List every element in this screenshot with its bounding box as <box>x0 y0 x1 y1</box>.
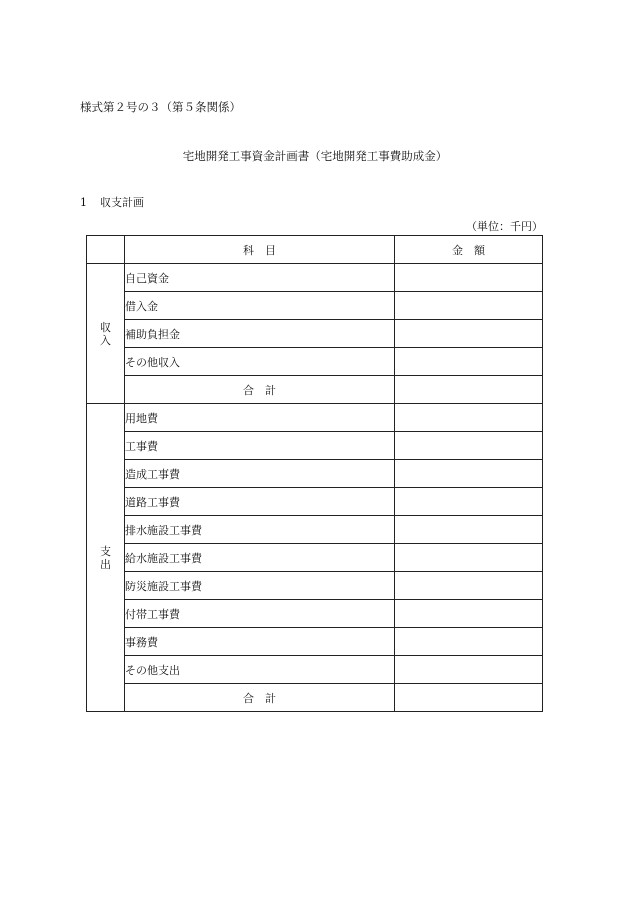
expense-category-cell <box>87 404 125 712</box>
form-number: 様式第２号の３（第５条関係） <box>80 100 241 114</box>
expense-item-land: 用地費 <box>125 404 395 432</box>
table-row <box>87 488 543 516</box>
amount-cell[interactable] <box>395 600 543 628</box>
header-category-blank <box>87 236 125 264</box>
amount-cell[interactable] <box>395 320 543 348</box>
income-category-char: 収 <box>100 320 111 334</box>
amount-cell[interactable] <box>395 544 543 572</box>
income-item-other: その他収入 <box>125 348 395 376</box>
table-row <box>87 404 543 432</box>
table-row <box>87 656 543 684</box>
expense-item-office: 事務費 <box>125 628 395 656</box>
income-item-own-funds: 自己資金 <box>125 264 395 292</box>
table-row <box>87 684 543 712</box>
expense-subitem-road: 道路工事費 <box>125 488 395 516</box>
expense-item-other: その他支出 <box>125 656 395 684</box>
table-row <box>87 348 543 376</box>
table-row <box>87 460 543 488</box>
income-item-subsidy: 補助負担金 <box>125 320 395 348</box>
amount-cell[interactable] <box>395 348 543 376</box>
amount-cell[interactable] <box>395 572 543 600</box>
amount-cell[interactable] <box>395 628 543 656</box>
table-row <box>87 544 543 572</box>
table-row <box>87 432 543 460</box>
table-row <box>87 572 543 600</box>
amount-cell[interactable] <box>395 376 543 404</box>
expense-subitem-incidental: 付帯工事費 <box>125 600 395 628</box>
unit-note: （単位：千円） <box>466 220 543 233</box>
expense-item-construction: 工事費 <box>125 432 395 460</box>
header-item: 科 目 <box>125 236 395 264</box>
income-category-cell <box>87 264 125 404</box>
expense-category-char: 支 <box>100 544 111 558</box>
income-item-loans: 借入金 <box>125 292 395 320</box>
amount-cell[interactable] <box>395 432 543 460</box>
section-number: 1 <box>80 196 87 209</box>
table-row <box>87 376 543 404</box>
expense-subitem-water: 給水施設工事費 <box>125 544 395 572</box>
income-total-label: 合 計 <box>125 376 395 404</box>
amount-cell[interactable] <box>395 404 543 432</box>
table-row <box>87 292 543 320</box>
expense-subitem-grading: 造成工事費 <box>125 460 395 488</box>
expense-subitem-drainage: 排水施設工事費 <box>125 516 395 544</box>
document-title: 宅地開発工事資金計画書（宅地開発工事費助成金） <box>182 149 448 163</box>
amount-cell[interactable] <box>395 516 543 544</box>
amount-cell[interactable] <box>395 656 543 684</box>
table-row <box>87 628 543 656</box>
section-title: 収支計画 <box>100 196 144 209</box>
table-row <box>87 600 543 628</box>
expense-subitem-disaster: 防災施設工事費 <box>125 572 395 600</box>
table-header-row <box>87 236 543 264</box>
table-row <box>87 516 543 544</box>
header-amount: 金 額 <box>395 236 543 264</box>
section-heading <box>80 194 144 210</box>
amount-cell[interactable] <box>395 292 543 320</box>
amount-cell[interactable] <box>395 488 543 516</box>
income-category-char: 入 <box>100 333 111 347</box>
table-row <box>87 264 543 292</box>
expense-category-char: 出 <box>100 557 111 571</box>
budget-table <box>86 235 543 712</box>
expense-total-label: 合 計 <box>125 684 395 712</box>
amount-cell[interactable] <box>395 264 543 292</box>
table-row <box>87 320 543 348</box>
amount-cell[interactable] <box>395 460 543 488</box>
amount-cell[interactable] <box>395 684 543 712</box>
